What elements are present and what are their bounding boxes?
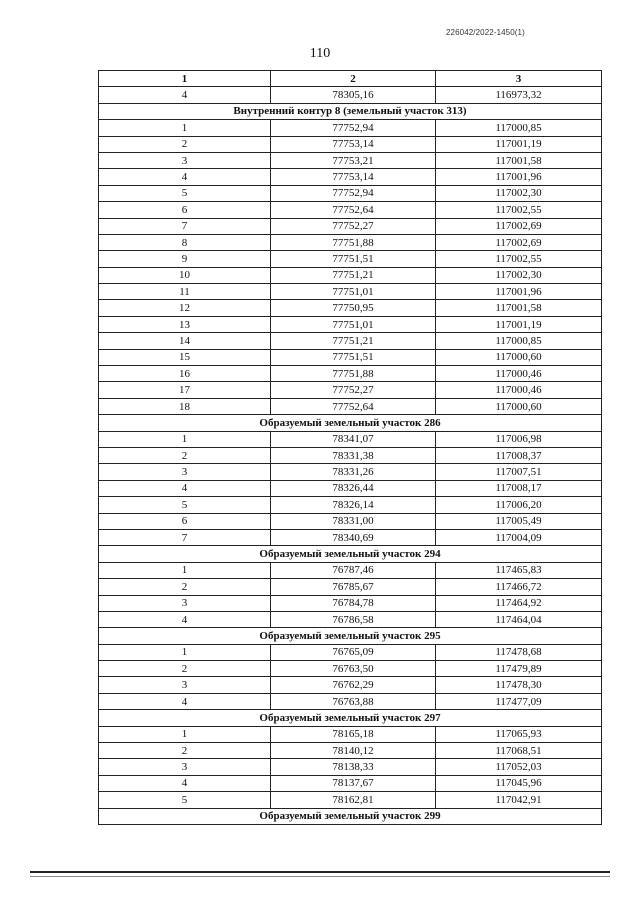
y-coordinate: 117045,96 xyxy=(436,775,602,791)
table-row xyxy=(99,333,602,349)
table-row xyxy=(99,234,602,250)
point-number: 2 xyxy=(99,661,271,677)
y-coordinate: 117466,72 xyxy=(436,579,602,595)
y-coordinate: 117477,09 xyxy=(436,693,602,709)
x-coordinate: 77753,14 xyxy=(271,169,436,185)
x-coordinate: 77750,95 xyxy=(271,300,436,316)
y-coordinate: 117006,20 xyxy=(436,497,602,513)
point-number: 15 xyxy=(99,349,271,365)
point-number: 1 xyxy=(99,431,271,447)
x-coordinate: 77751,21 xyxy=(271,333,436,349)
table-row xyxy=(99,218,602,234)
y-coordinate: 117465,83 xyxy=(436,562,602,578)
section-title: Образуемый земельный участок 286 xyxy=(99,415,602,431)
x-coordinate: 78162,81 xyxy=(271,792,436,808)
x-coordinate: 77752,94 xyxy=(271,120,436,136)
y-coordinate: 117007,51 xyxy=(436,464,602,480)
y-coordinate: 117002,55 xyxy=(436,202,602,218)
y-coordinate: 117002,69 xyxy=(436,234,602,250)
section-title: Образуемый земельный участок 294 xyxy=(99,546,602,562)
point-number: 17 xyxy=(99,382,271,398)
y-coordinate: 117000,46 xyxy=(436,366,602,382)
point-number: 4 xyxy=(99,693,271,709)
y-coordinate: 117002,55 xyxy=(436,251,602,267)
point-number: 5 xyxy=(99,185,271,201)
table-row xyxy=(99,202,602,218)
y-coordinate: 117004,09 xyxy=(436,529,602,545)
point-number: 4 xyxy=(99,480,271,496)
section-header-row xyxy=(99,546,602,562)
table-body xyxy=(99,87,602,825)
y-coordinate: 117000,85 xyxy=(436,333,602,349)
point-number: 1 xyxy=(99,562,271,578)
y-coordinate: 117002,30 xyxy=(436,185,602,201)
point-number: 3 xyxy=(99,152,271,168)
x-coordinate: 78165,18 xyxy=(271,726,436,742)
y-coordinate: 117001,19 xyxy=(436,136,602,152)
x-coordinate: 78331,38 xyxy=(271,447,436,463)
page-bottom-rule-secondary xyxy=(30,876,610,877)
table-row xyxy=(99,562,602,578)
x-coordinate: 76785,67 xyxy=(271,579,436,595)
x-coordinate: 78341,07 xyxy=(271,431,436,447)
x-coordinate: 77751,88 xyxy=(271,366,436,382)
y-coordinate: 117001,58 xyxy=(436,152,602,168)
point-number: 6 xyxy=(99,202,271,218)
y-coordinate: 117478,68 xyxy=(436,644,602,660)
x-coordinate: 77751,88 xyxy=(271,234,436,250)
table-row xyxy=(99,447,602,463)
section-header-row xyxy=(99,808,602,824)
point-number: 4 xyxy=(99,169,271,185)
y-coordinate: 117000,85 xyxy=(436,120,602,136)
table-row xyxy=(99,726,602,742)
table-row xyxy=(99,251,602,267)
point-number: 5 xyxy=(99,792,271,808)
y-coordinate: 117001,58 xyxy=(436,300,602,316)
table-row xyxy=(99,579,602,595)
x-coordinate: 78331,26 xyxy=(271,464,436,480)
point-number: 13 xyxy=(99,316,271,332)
y-coordinate: 117001,96 xyxy=(436,169,602,185)
table-row xyxy=(99,611,602,627)
x-coordinate: 77751,51 xyxy=(271,251,436,267)
x-coordinate: 78331,00 xyxy=(271,513,436,529)
x-coordinate: 78305,16 xyxy=(271,87,436,103)
y-coordinate: 117000,60 xyxy=(436,398,602,414)
point-number: 2 xyxy=(99,447,271,463)
x-coordinate: 77751,01 xyxy=(271,316,436,332)
y-coordinate: 117008,37 xyxy=(436,447,602,463)
point-number: 12 xyxy=(99,300,271,316)
table-row xyxy=(99,513,602,529)
x-coordinate: 78138,33 xyxy=(271,759,436,775)
point-number: 1 xyxy=(99,726,271,742)
table-row xyxy=(99,349,602,365)
table-row xyxy=(99,185,602,201)
point-number: 5 xyxy=(99,497,271,513)
point-number: 1 xyxy=(99,644,271,660)
section-title: Внутренний контур 8 (земельный участок 313) xyxy=(99,103,602,119)
column-header: 3 xyxy=(436,71,602,87)
x-coordinate: 77752,27 xyxy=(271,382,436,398)
table-row xyxy=(99,398,602,414)
section-header-row xyxy=(99,103,602,119)
x-coordinate: 76763,50 xyxy=(271,661,436,677)
y-coordinate: 117042,91 xyxy=(436,792,602,808)
table-row xyxy=(99,316,602,332)
table-row xyxy=(99,644,602,660)
point-number: 3 xyxy=(99,464,271,480)
table-row xyxy=(99,431,602,447)
section-title: Образуемый земельный участок 297 xyxy=(99,710,602,726)
table-row xyxy=(99,120,602,136)
point-number: 2 xyxy=(99,743,271,759)
section-title: Образуемый земельный участок 295 xyxy=(99,628,602,644)
point-number: 9 xyxy=(99,251,271,267)
y-coordinate: 117479,89 xyxy=(436,661,602,677)
x-coordinate: 76763,88 xyxy=(271,693,436,709)
point-number: 3 xyxy=(99,677,271,693)
y-coordinate: 117005,49 xyxy=(436,513,602,529)
table-row xyxy=(99,480,602,496)
x-coordinate: 77751,51 xyxy=(271,349,436,365)
x-coordinate: 78137,67 xyxy=(271,775,436,791)
table-header-row xyxy=(99,71,602,87)
x-coordinate: 78326,14 xyxy=(271,497,436,513)
x-coordinate: 78140,12 xyxy=(271,743,436,759)
y-coordinate: 117000,60 xyxy=(436,349,602,365)
y-coordinate: 117002,30 xyxy=(436,267,602,283)
table-row xyxy=(99,497,602,513)
table-row xyxy=(99,366,602,382)
x-coordinate: 76786,58 xyxy=(271,611,436,627)
point-number: 8 xyxy=(99,234,271,250)
section-header-row xyxy=(99,710,602,726)
y-coordinate: 117065,93 xyxy=(436,726,602,742)
point-number: 16 xyxy=(99,366,271,382)
point-number: 2 xyxy=(99,579,271,595)
y-coordinate: 117001,96 xyxy=(436,284,602,300)
table-row xyxy=(99,87,602,103)
x-coordinate: 76784,78 xyxy=(271,595,436,611)
point-number: 4 xyxy=(99,87,271,103)
x-coordinate: 77753,21 xyxy=(271,152,436,168)
table-row xyxy=(99,382,602,398)
table-row xyxy=(99,284,602,300)
table-row xyxy=(99,743,602,759)
table-row xyxy=(99,267,602,283)
column-header: 2 xyxy=(271,71,436,87)
page-number: 110 xyxy=(309,46,331,61)
point-number: 6 xyxy=(99,513,271,529)
x-coordinate: 76787,46 xyxy=(271,562,436,578)
point-number: 7 xyxy=(99,529,271,545)
y-coordinate: 117006,98 xyxy=(436,431,602,447)
table-row xyxy=(99,464,602,480)
x-coordinate: 76765,09 xyxy=(271,644,436,660)
section-title: Образуемый земельный участок 299 xyxy=(99,808,602,824)
x-coordinate: 78326,44 xyxy=(271,480,436,496)
y-coordinate: 117002,69 xyxy=(436,218,602,234)
x-coordinate: 77751,21 xyxy=(271,267,436,283)
y-coordinate: 117068,51 xyxy=(436,743,602,759)
point-number: 11 xyxy=(99,284,271,300)
y-coordinate: 117464,04 xyxy=(436,611,602,627)
document-id: 226042/2022-1450(1) xyxy=(446,28,525,37)
point-number: 14 xyxy=(99,333,271,349)
table-row xyxy=(99,661,602,677)
table-row xyxy=(99,792,602,808)
x-coordinate: 77752,27 xyxy=(271,218,436,234)
point-number: 2 xyxy=(99,136,271,152)
point-number: 3 xyxy=(99,759,271,775)
table-row xyxy=(99,529,602,545)
coordinates-table xyxy=(98,70,602,825)
point-number: 4 xyxy=(99,611,271,627)
y-coordinate: 117000,46 xyxy=(436,382,602,398)
table-row xyxy=(99,169,602,185)
y-coordinate: 117464,92 xyxy=(436,595,602,611)
table-row xyxy=(99,759,602,775)
x-coordinate: 77751,01 xyxy=(271,284,436,300)
y-coordinate: 116973,32 xyxy=(436,87,602,103)
y-coordinate: 117008,17 xyxy=(436,480,602,496)
section-header-row xyxy=(99,415,602,431)
y-coordinate: 117478,30 xyxy=(436,677,602,693)
section-header-row xyxy=(99,628,602,644)
x-coordinate: 78340,69 xyxy=(271,529,436,545)
point-number: 7 xyxy=(99,218,271,234)
x-coordinate: 77753,14 xyxy=(271,136,436,152)
table-row xyxy=(99,136,602,152)
point-number: 10 xyxy=(99,267,271,283)
point-number: 3 xyxy=(99,595,271,611)
table-row xyxy=(99,693,602,709)
table-row xyxy=(99,677,602,693)
table-row xyxy=(99,775,602,791)
x-coordinate: 76762,29 xyxy=(271,677,436,693)
y-coordinate: 117001,19 xyxy=(436,316,602,332)
x-coordinate: 77752,64 xyxy=(271,398,436,414)
table-row xyxy=(99,300,602,316)
table-row xyxy=(99,152,602,168)
table-row xyxy=(99,595,602,611)
page-bottom-rule xyxy=(30,871,610,873)
point-number: 1 xyxy=(99,120,271,136)
point-number: 4 xyxy=(99,775,271,791)
column-header: 1 xyxy=(99,71,271,87)
x-coordinate: 77752,64 xyxy=(271,202,436,218)
point-number: 18 xyxy=(99,398,271,414)
y-coordinate: 117052,03 xyxy=(436,759,602,775)
x-coordinate: 77752,94 xyxy=(271,185,436,201)
